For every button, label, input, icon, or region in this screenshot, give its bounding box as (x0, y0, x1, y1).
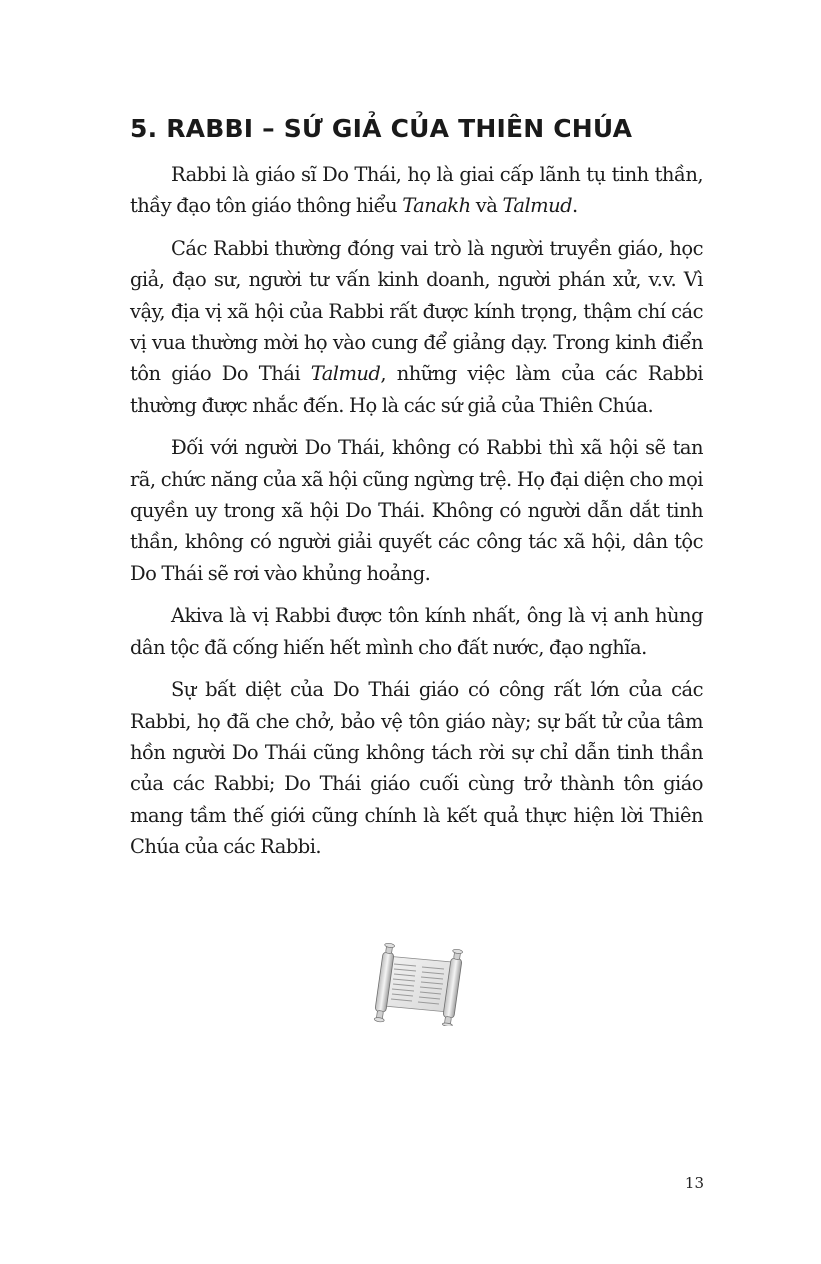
page-number: 13 (684, 1174, 704, 1192)
body-text (130, 159, 703, 874)
paragraph-4: Akiva là vị Rabbi được tôn kính nhất, ông là vị anh hùng dân tộc đã cống hiến hết mình cho đất nước, đạo nghĩa. (130, 604, 703, 659)
paragraph-2: Các Rabbi thường đóng vai trò là người truyền giáo, học giả, đạo sư, người tư vấn kinh doanh, người phán xử, v.v. Vì vậy, địa vị xã hội của Rabbi rất được kính trọng, thậm chí các vị vua thường mời họ vào cung để giảng dạy. Trong kinh điển tôn giáo Do Thái Talmud, những việc làm của các Rabbi thường được nhắc đến. Họ là các sứ giả của Thiên Chúa. (130, 237, 703, 417)
chapter-heading: 5. RABBI – SỨ GIẢ CỦA THIÊN CHÚA (130, 114, 633, 143)
paragraph-1: Rabbi là giáo sĩ Do Thái, họ là giai cấp lãnh tụ tinh thần, thầy đạo tôn giáo thông hiểu Tanakh và Talmud. (130, 163, 703, 218)
italic-term-talmud: Talmud (502, 194, 573, 218)
paragraph-3: Đối với người Do Thái, không có Rabbi thì xã hội sẽ tan rã, chức năng của xã hội cũng ngừng trệ. Họ đại diện cho mọi quyền uy trong xã hội Do Thái. Không có người dẫn dắt tinh thần, không có người giải quyết các công tác xã hội, dân tộc Do Thái sẽ rơi vào khủng hoảng. (130, 436, 703, 585)
italic-term-tanakh: Tanakh (402, 194, 471, 218)
paragraph-5: Sự bất diệt của Do Thái giáo có công rất lớn của các Rabbi, họ đã che chở, bảo vệ tôn giáo này; sự bất tử của tâm hồn người Do Thái cũng không tách rời sự chỉ dẫn tinh thần của các Rabbi; Do Thái giáo cuối cùng trở thành tôn giáo mang tầm thế giới cũng chính là kết quả thực hiện lời Thiên Chúa của các Rabbi. (130, 678, 703, 858)
torah-scroll-icon (372, 942, 468, 1026)
italic-term-talmud: Talmud (310, 362, 381, 386)
